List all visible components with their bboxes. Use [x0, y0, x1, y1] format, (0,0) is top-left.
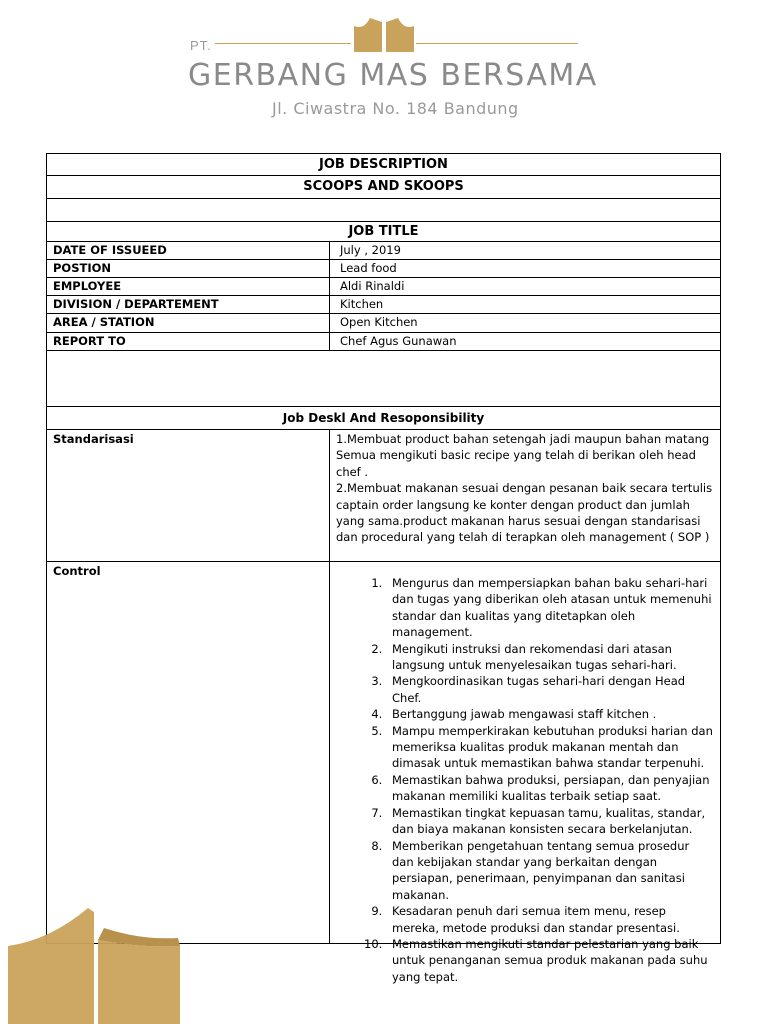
standarisasi-row: [46, 430, 721, 562]
field-row: [46, 296, 721, 314]
responsibility-header: Job Deskl And Resoponsibility: [46, 407, 721, 430]
company-address: Jl. Ciwastra No. 184 Bandung: [272, 99, 519, 118]
control-item: 8. Memberikan pengetahuan tentang semua prosedur dan kebijakan standar yang berkaitan dengan persiapan, penerimaan, penyimpanan dan sanitasi makanan.: [386, 838, 714, 904]
field-value: Aldi Rinaldi: [340, 279, 405, 293]
field-row: [46, 278, 721, 296]
field-label: DATE OF ISSUEED: [47, 242, 330, 259]
company-prefix: PT.: [190, 38, 212, 53]
letterhead: [0, 0, 768, 140]
control-item: 6. Memastikan bahwa produksi, persiapan, dan penyajian makanan memiliki kualitas terbaik setiap saat.: [386, 772, 714, 805]
standarisasi-paragraph: 2.Membuat makanan sesuai dengan pesanan baik secara tertulis captain order langsung ke konter dengan product dan jumlah yang sama.product makanan harus sesuai dengan standarisasi dan procedural yang telah di terapkan oleh management ( SOP ): [336, 481, 713, 545]
field-label: REPORT TO: [47, 333, 330, 350]
control-item: 7. Memastikan tingkat kepuasan tamu, kualitas, standar, dan biaya makanan konsisten secara berkelanjutan.: [386, 805, 714, 838]
field-row: [46, 314, 721, 333]
control-list: [336, 575, 714, 985]
blank-row: [46, 199, 721, 222]
standarisasi-label: Standarisasi: [47, 430, 330, 561]
control-item: 4. Bertanggung jawab mengawasi staff kitchen .: [386, 706, 714, 722]
control-item: 10. Memastikan mengikuti standar pelestarian yang baik untuk penanganan semua produk makanan pada suhu yang tepat.: [386, 936, 714, 985]
field-label: POSTION: [47, 260, 330, 277]
gate-decoration-icon: [0, 900, 190, 1024]
company-name: GERBANG MAS BERSAMA: [188, 58, 598, 93]
job-title-header: JOB TITLE: [46, 222, 721, 242]
gate-logo-icon: [352, 12, 416, 54]
control-item: 2. Mengikuti instruksi dan rekomendasi dari atasan langsung untuk menyelesaikan tugas sehari-hari.: [386, 641, 714, 674]
field-value: Lead food: [340, 261, 397, 275]
control-item: 1. Mengurus dan mempersiapkan bahan baku sehari-hari dan tugas yang diberikan oleh atasan untuk memenuhi standar dan kualitas yang ditetapkan oleh management.: [386, 575, 714, 641]
control-text: [330, 562, 720, 984]
doc-title: JOB DESCRIPTION: [46, 153, 721, 176]
field-label: DIVISION / DEPARTEMENT: [47, 296, 330, 313]
field-value: Kitchen: [340, 297, 384, 311]
control-item: 5. Mampu memperkirakan kebutuhan produksi harian dan memeriksa kualitas produk makanan mentah dan dimasak untuk memastikan bahwa standar terpenuhi.: [386, 723, 714, 772]
field-row: [46, 333, 721, 351]
control-label: Control: [47, 562, 330, 943]
logo-rule-left: [215, 43, 351, 44]
field-value: Open Kitchen: [340, 315, 418, 329]
standarisasi-text: [330, 430, 720, 561]
field-row: [46, 242, 721, 260]
blank-row: [46, 351, 721, 407]
control-row: [46, 562, 721, 984]
field-label: AREA / STATION: [47, 314, 330, 332]
field-label: EMPLOYEE: [47, 278, 330, 295]
control-item: 9. Kesadaran penuh dari semua item menu, resep mereka, metode produksi dan standar presentasi.: [386, 903, 714, 936]
doc-subtitle: SCOOPS AND SKOOPS: [46, 176, 721, 199]
field-value: July , 2019: [340, 243, 401, 257]
logo-rule-right: [416, 43, 578, 44]
control-item: 3. Mengkoordinasikan tugas sehari-hari dengan Head Chef.: [386, 673, 714, 706]
field-value: Chef Agus Gunawan: [340, 334, 457, 348]
field-row: [46, 260, 721, 278]
job-description-table: [46, 153, 721, 984]
standarisasi-paragraph: 1.Membuat product bahan setengah jadi maupun bahan matang Semua mengikuti basic recipe yang telah di berikan oleh head chef .: [336, 432, 710, 479]
